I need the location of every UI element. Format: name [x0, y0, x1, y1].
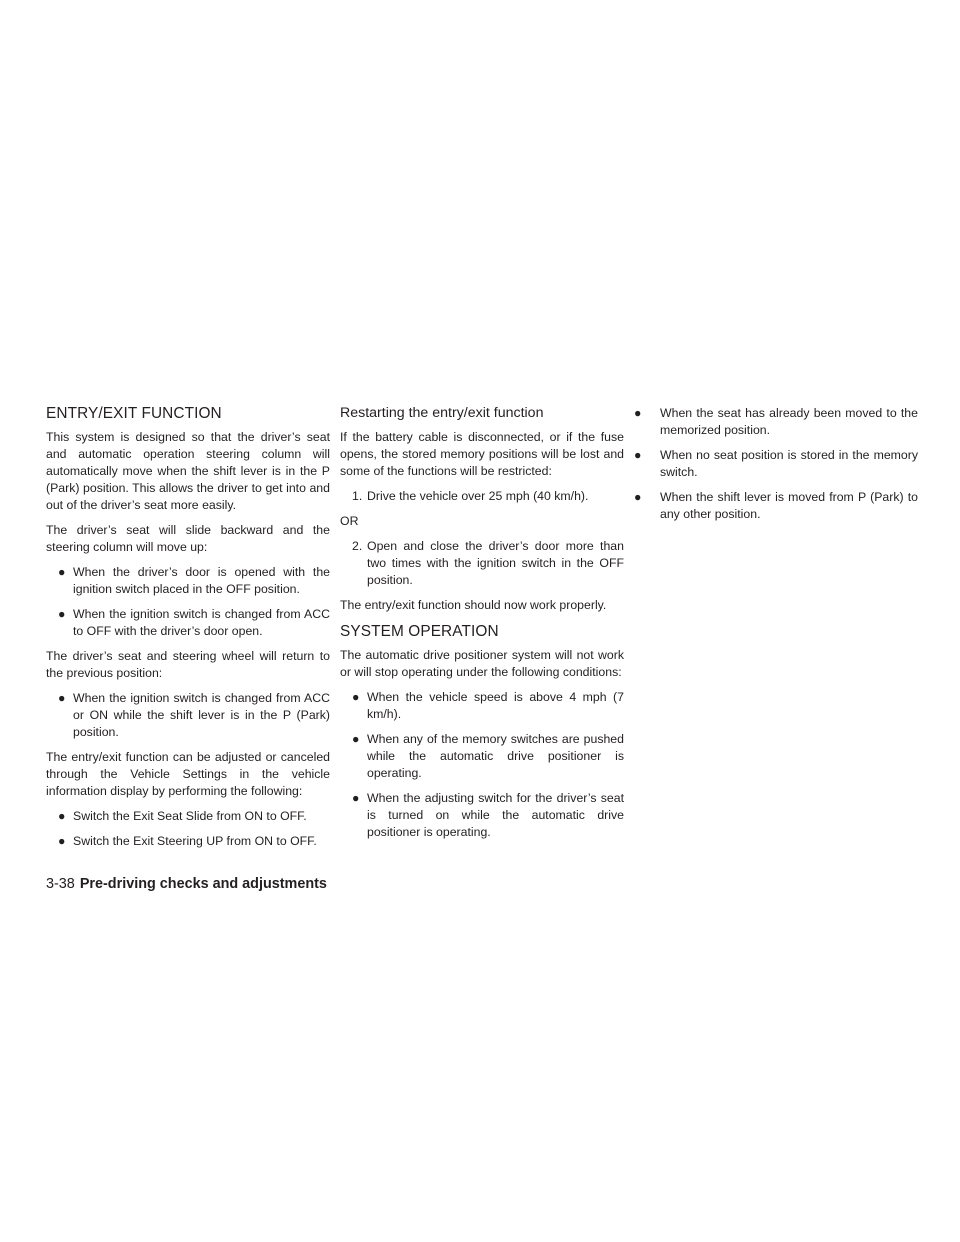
bullet-icon: ● [634, 406, 642, 420]
bullet-item: ● When the adjusting switch for the driver’s seat is turned on while the automatic drive positioner is operating. [352, 791, 624, 839]
paragraph: This system is designed so that the driver’s seat and automatic operation steering column will automatically move when the shift lever is in the P (Park) position. This allows the driver to get into and out of the driver’s seat more easily. [46, 430, 330, 512]
bullet-item: ● When the ignition switch is changed from ACC or ON while the shift lever is in the P (Park) position. [58, 691, 330, 739]
bullet-item: ● Switch the Exit Seat Slide from ON to OFF. [58, 809, 307, 823]
bullet-item: ● When the ignition switch is changed from ACC to OFF with the driver’s door open. [58, 607, 330, 638]
column-right [634, 405, 918, 531]
bullet-item: ● When the seat has already been moved to the memorized position. [634, 406, 918, 437]
bullet-icon: ● [58, 809, 66, 823]
paragraph: If the battery cable is disconnected, or if the fuse opens, the stored memory positions will be lost and some of the functions will be restricted: [340, 430, 624, 478]
bullet-icon: ● [58, 834, 66, 848]
bullet-icon: ● [352, 732, 360, 746]
bullet-item: ● When any of the memory switches are pushed while the automatic drive positioner is operating. [352, 732, 624, 780]
bullet-item: ● When no seat position is stored in the memory switch. [634, 448, 918, 479]
paragraph: The driver’s seat will slide backward and the steering column will move up: [46, 523, 330, 554]
bullet-icon: ● [58, 565, 66, 579]
chapter-title: Pre-driving checks and adjustments [79, 876, 327, 892]
paragraph: The driver’s seat and steering wheel will return to the previous position: [46, 649, 330, 680]
bullet-item: ● When the vehicle speed is above 4 mph (7 km/h). [352, 690, 624, 721]
bullet-item: ● Switch the Exit Steering UP from ON to OFF. [58, 834, 317, 848]
paragraph: The automatic drive positioner system will not work or will stop operating under the following conditions: [340, 648, 624, 679]
or-label: OR [340, 514, 359, 528]
bullet-item: ● When the shift lever is moved from P (Park) to any other position. [634, 490, 918, 521]
page-footer [46, 874, 327, 894]
bullet-icon: ● [352, 791, 360, 805]
numbered-step: 2. Open and close the driver’s door more than two times with the ignition switch in the OFF position. [352, 539, 624, 587]
bullet-icon: ● [58, 607, 66, 621]
paragraph: The entry/exit function should now work properly. [340, 598, 607, 612]
column-left [46, 404, 330, 858]
section-heading-entry-exit: ENTRY/EXIT FUNCTION [46, 405, 222, 422]
paragraph: The entry/exit function can be adjusted or canceled through the Vehicle Settings in the vehicle information display by performing the following: [46, 750, 330, 798]
subheading-restarting: Restarting the entry/exit function [340, 405, 544, 421]
section-heading-system-operation: SYSTEM OPERATION [340, 623, 499, 640]
numbered-step: 1. Drive the vehicle over 25 mph (40 km/h). [352, 489, 589, 503]
bullet-icon: ● [634, 448, 642, 462]
column-middle [340, 404, 624, 849]
bullet-item: ● When the driver’s door is opened with the ignition switch placed in the OFF position. [58, 565, 330, 596]
bullet-icon: ● [352, 690, 360, 704]
bullet-icon: ● [58, 691, 66, 705]
bullet-icon: ● [634, 490, 642, 504]
page-number: 3-38 [46, 876, 75, 892]
